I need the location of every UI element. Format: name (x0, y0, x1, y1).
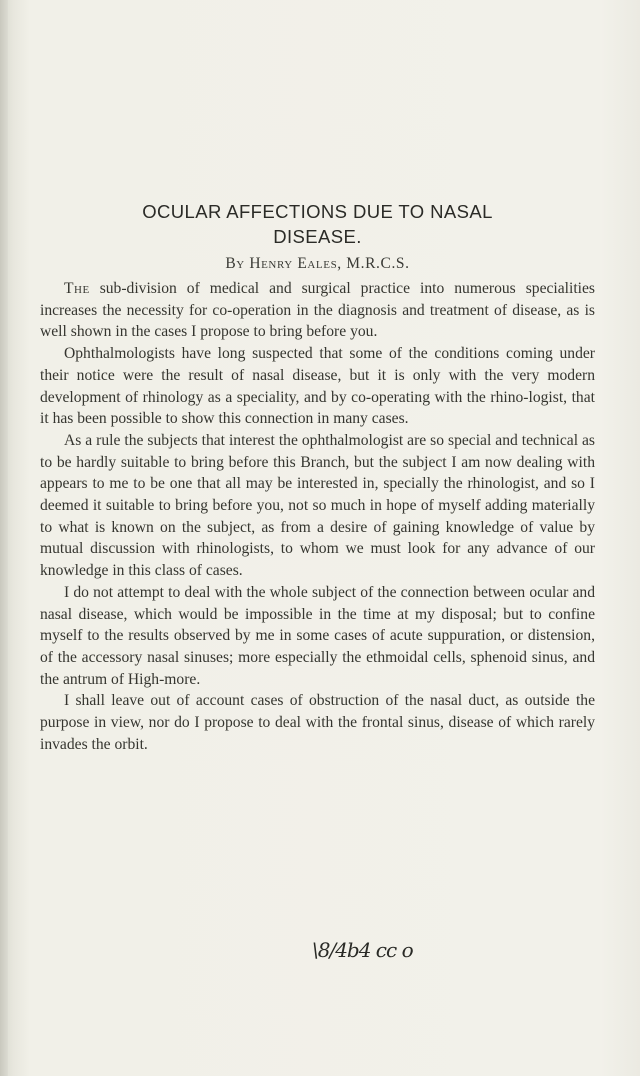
paragraph-3: As a rule the subjects that interest the ophthalmologist are so special and technical as to be hardly suitable to bring before this Branch, but the subject I am now dealing with appears to me to be one that all may be interested in, specially the rhinologist, and so I deemed it suitable to bring before you, not so much in hope of myself adding materially to what is known on the subject, as from a desire of gaining knowledge of value by mutual discussion with rhinologists, to whom we must look for any advance of our knowledge in this class of cases. (40, 431, 595, 580)
paragraph-5: I shall leave out of account cases of obstruction of the nasal duct, as outside the purpose in view, nor do I propose to deal with the frontal sinus, disease of which rarely invades the orbit. (40, 692, 595, 753)
page-binding-edge (0, 0, 8, 1076)
article (40, 199, 595, 755)
author-byline: By Henry Eales, M.R.C.S. (225, 255, 410, 272)
article-title (40, 199, 595, 249)
paragraph-1 (40, 278, 595, 343)
paragraph-2: Ophthalmologists have long suspected that some of the conditions coming under their notice were the result of nasal disease, but it is only with the very modern development of rhinology as a speciality, and by co-operating with the rhino-logist, that it has been possible to show this connection in many cases. (40, 345, 595, 428)
handwritten-catalog-note: \8/4b4 cc o (312, 938, 413, 962)
title-line-1: OCULAR AFFECTIONS DUE TO NASAL (142, 201, 493, 222)
title-line-2: DISEASE. (273, 226, 362, 247)
paragraph-1-text: sub-division of medical and surgical practice into numerous specialities increases the necessity for co-operation in the diagnosis and treatment of disease, as is well shown in the cases I propose to bring before you. (40, 280, 595, 341)
paragraph-4: I do not attempt to deal with the whole subject of the connection between ocular and nasal disease, which would be impossible in the time at my disposal; but to confine myself to the results observed by me in some cases of acute suppuration, or distension, of the accessory nasal sinuses; more especially the ethmoidal cells, sphenoid sinus, and the antrum of High-more. (40, 583, 595, 688)
paragraph-1-lead: The (64, 280, 90, 297)
